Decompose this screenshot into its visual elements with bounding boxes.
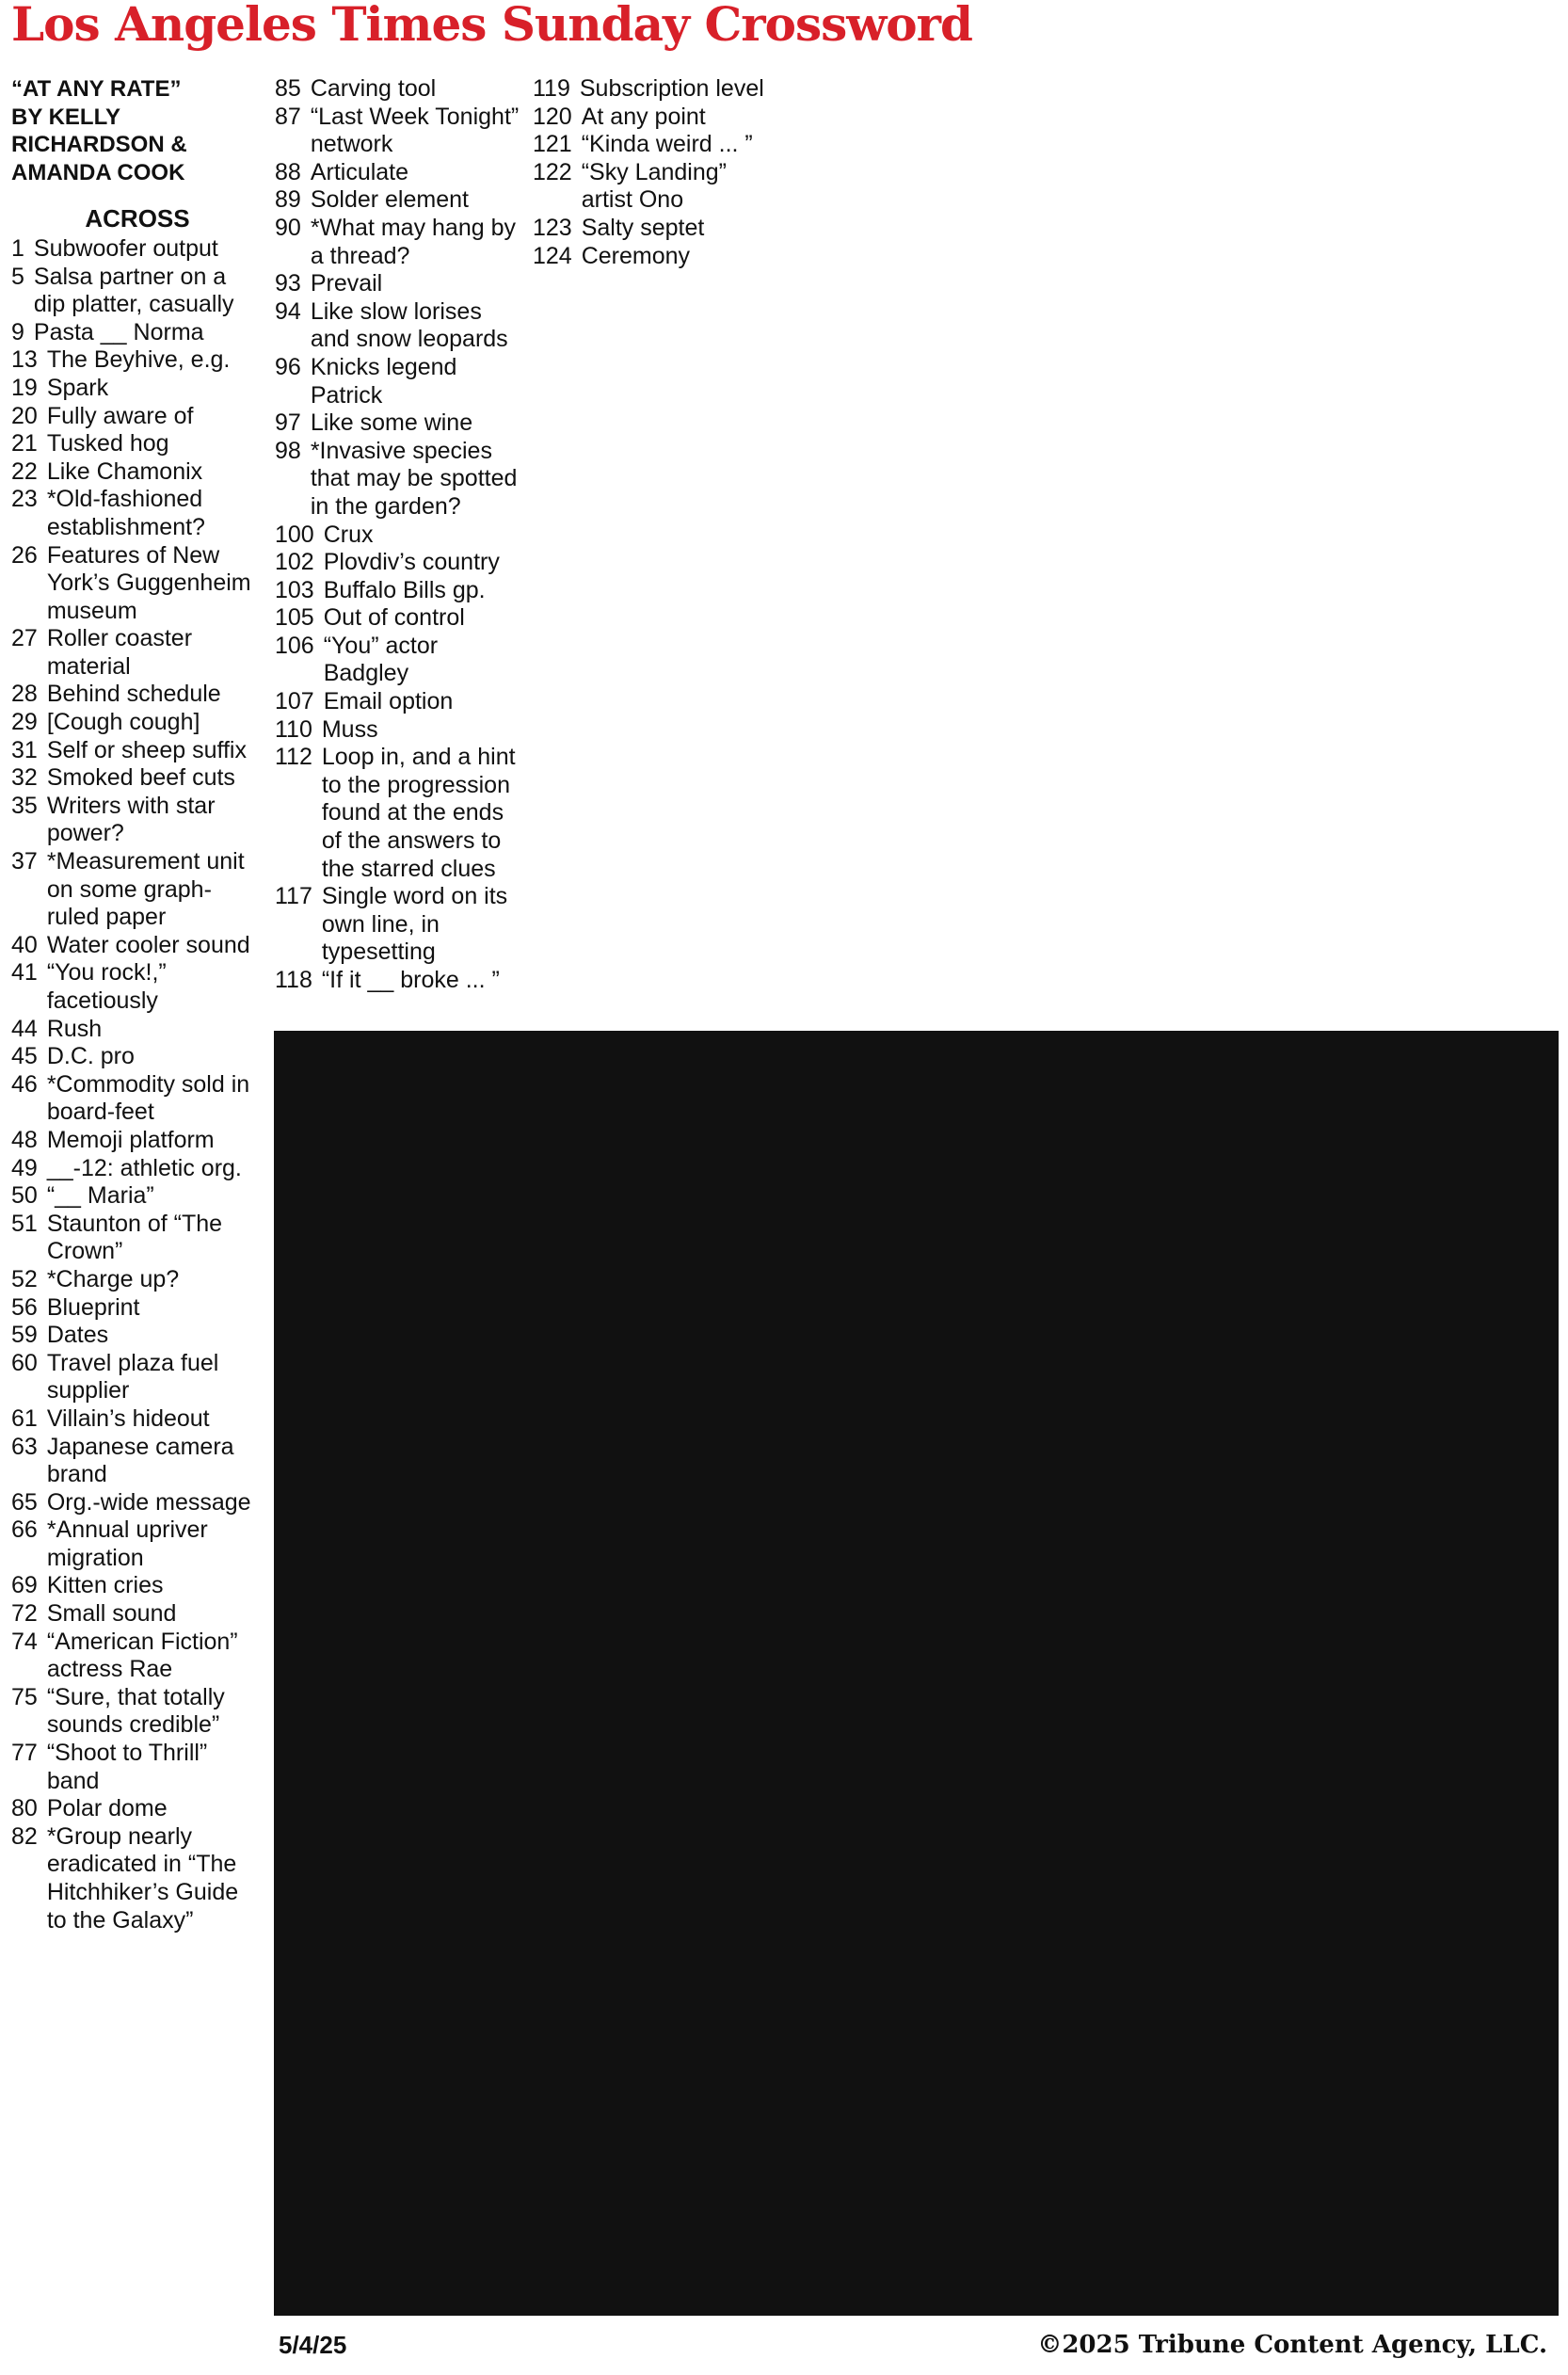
clue-number: 59 xyxy=(11,1322,38,1349)
clue-number: 94 xyxy=(275,297,301,325)
clue-text: Dates xyxy=(46,1322,109,1349)
clue-across-117[interactable] xyxy=(275,883,521,967)
clue-number: 105 xyxy=(275,604,314,632)
clue-number: 5 xyxy=(11,263,24,290)
clue-text: Muss xyxy=(321,715,378,743)
clue-text: __-12: athletic org. xyxy=(46,1154,242,1181)
clue-across-5[interactable] xyxy=(11,264,264,319)
clue-number: 93 xyxy=(275,270,301,297)
clue-across-35[interactable] xyxy=(11,793,264,848)
clue-across-59[interactable] xyxy=(11,1322,264,1350)
clue-number: 32 xyxy=(11,764,38,792)
clue-text: Carving tool xyxy=(310,75,437,102)
clue-number: 29 xyxy=(11,709,38,736)
clue-across-69[interactable] xyxy=(11,1572,264,1600)
clue-number: 75 xyxy=(11,1683,38,1710)
clue-number: 26 xyxy=(11,541,38,569)
clue-across-48[interactable] xyxy=(11,1127,264,1155)
clue-across-110[interactable] xyxy=(275,716,521,745)
clue-number: 21 xyxy=(11,430,38,457)
clue-across-74[interactable] xyxy=(11,1629,264,1684)
clue-number: 35 xyxy=(11,792,38,819)
clue-text: At any point xyxy=(581,103,706,130)
clue-across-44[interactable] xyxy=(11,1016,264,1044)
clue-text: “American Fiction” actress Rae xyxy=(46,1628,238,1683)
clue-number: 96 xyxy=(275,353,301,380)
clue-across-37[interactable] xyxy=(11,848,264,932)
clue-number: 82 xyxy=(11,1822,38,1850)
clue-text: Behind schedule xyxy=(46,681,221,708)
clue-across-60[interactable] xyxy=(11,1350,264,1405)
clue-across-65[interactable] xyxy=(11,1489,264,1517)
clue-number: 102 xyxy=(275,549,314,576)
clue-text: Salsa partner on a dip platter, casually xyxy=(33,263,234,318)
clue-text: The Beyhive, e.g. xyxy=(46,346,231,374)
clue-text: *Group nearly eradicated in “The Hitchhiker’s Guide to the Galaxy” xyxy=(46,1822,239,1934)
clue-text: Knicks legend Patrick xyxy=(310,353,457,409)
clue-across-122[interactable] xyxy=(533,159,779,215)
clue-number: 121 xyxy=(533,131,572,158)
clue-across-51[interactable] xyxy=(11,1211,264,1266)
clue-across-94[interactable] xyxy=(275,298,521,354)
clue-across-9[interactable] xyxy=(11,319,264,347)
clue-number: 90 xyxy=(275,214,301,241)
clue-number: 123 xyxy=(533,214,572,241)
clue-across-49[interactable] xyxy=(11,1155,264,1183)
clue-text: Kitten cries xyxy=(46,1572,164,1599)
clue-across-19[interactable] xyxy=(11,375,264,403)
clue-number: 107 xyxy=(275,688,314,715)
clue-number: 37 xyxy=(11,848,38,875)
across-heading: ACROSS xyxy=(85,204,190,233)
clue-across-52[interactable] xyxy=(11,1266,264,1294)
clue-text: Water cooler sound xyxy=(46,931,250,958)
clue-text: [Cough cough] xyxy=(46,709,200,736)
clue-across-118[interactable] xyxy=(275,967,521,995)
clue-text: Rush xyxy=(46,1015,103,1042)
clue-number: 63 xyxy=(11,1433,38,1460)
clue-across-77[interactable] xyxy=(11,1740,264,1795)
clue-text: Subscription level xyxy=(579,75,764,102)
clue-text: Articulate xyxy=(310,158,409,185)
clue-text: “If it __ broke ... ” xyxy=(321,967,500,993)
clue-number: 41 xyxy=(11,959,38,987)
clue-text: Solder element xyxy=(310,186,469,214)
clue-number: 56 xyxy=(11,1293,38,1321)
clue-text: *Commodity sold in board-feet xyxy=(46,1070,250,1126)
clue-number: 19 xyxy=(11,374,38,401)
clue-text: *Charge up? xyxy=(46,1265,180,1292)
clue-across-46[interactable] xyxy=(11,1071,264,1127)
clue-text: Like slow lorises and snow leopards xyxy=(310,297,508,353)
clue-number: 51 xyxy=(11,1210,38,1237)
clue-across-26[interactable] xyxy=(11,542,264,626)
clue-text: *Annual upriver migration xyxy=(46,1516,208,1571)
clue-text: Buffalo Bills gp. xyxy=(323,576,486,603)
clue-text: Writers with star power? xyxy=(46,792,216,847)
clue-text: “Shoot to Thrill” band xyxy=(46,1740,208,1794)
clue-number: 49 xyxy=(11,1154,38,1181)
clue-text: “You” actor Badgley xyxy=(323,632,439,687)
clue-number: 48 xyxy=(11,1126,38,1153)
clue-text: Org.-wide message xyxy=(46,1488,251,1516)
clue-text: *Invasive species that may be spotted in the garden? xyxy=(310,437,518,520)
clue-across-29[interactable] xyxy=(11,709,264,737)
clue-number: 52 xyxy=(11,1265,38,1292)
clue-number: 69 xyxy=(11,1572,38,1599)
clue-across-119[interactable] xyxy=(533,75,779,104)
clue-text: “You rock!,” facetiously xyxy=(46,959,167,1014)
clue-across-63[interactable] xyxy=(11,1434,264,1489)
clue-number: 119 xyxy=(533,75,570,102)
clue-text: *Measurement unit on some graph-ruled paper xyxy=(46,848,245,931)
clue-across-87[interactable] xyxy=(275,104,521,159)
clue-across-75[interactable] xyxy=(11,1684,264,1740)
clue-number: 124 xyxy=(533,242,572,269)
clue-number: 80 xyxy=(11,1795,38,1822)
clue-number: 77 xyxy=(11,1740,38,1767)
clue-number: 40 xyxy=(11,931,38,958)
clue-number: 112 xyxy=(275,744,312,771)
clue-number: 44 xyxy=(11,1015,38,1042)
clue-text: Memoji platform xyxy=(46,1126,215,1153)
copyright-notice: ©2025 Tribune Content Agency, LLC. xyxy=(1037,2331,1547,2359)
clue-across-103[interactable] xyxy=(275,577,521,605)
clue-text: “Sure, that totally sounds credible” xyxy=(46,1683,225,1739)
puzzle-title: “AT ANY RATE” BY KELLY RICHARDSON & AMANDA COOK xyxy=(11,76,187,185)
clue-text: Tusked hog xyxy=(46,430,169,457)
clue-across-102[interactable] xyxy=(275,549,521,577)
clue-number: 27 xyxy=(11,625,38,652)
clue-text: “Kinda weird ... ” xyxy=(581,131,753,158)
clue-text: “Last Week Tonight” network xyxy=(310,103,520,158)
clue-number: 65 xyxy=(11,1488,38,1516)
clue-text: Like some wine xyxy=(310,409,473,437)
clue-number: 45 xyxy=(11,1043,38,1070)
clue-number: 89 xyxy=(275,186,301,214)
clue-number: 13 xyxy=(11,346,38,374)
clue-number: 120 xyxy=(533,103,572,130)
clue-text: Email option xyxy=(323,688,454,715)
clue-text: Self or sheep suffix xyxy=(46,736,247,763)
clue-across-112[interactable] xyxy=(275,744,521,883)
clue-across-27[interactable] xyxy=(11,625,264,681)
clue-across-90[interactable] xyxy=(275,215,521,270)
clue-text: Loop in, and a hint to the progression found at the ends of the answers to the starred clues xyxy=(321,744,516,882)
clue-number: 28 xyxy=(11,681,38,708)
clue-text: Single word on its own line, in typesetting xyxy=(321,883,508,966)
clue-across-89[interactable] xyxy=(275,186,521,215)
clue-text: Prevail xyxy=(310,270,383,297)
clue-text: Out of control xyxy=(323,604,465,632)
clue-number: 9 xyxy=(11,318,24,345)
clue-text: *What may hang by a thread? xyxy=(310,214,516,269)
clue-across-106[interactable] xyxy=(275,633,521,688)
clue-number: 46 xyxy=(11,1070,38,1098)
clue-text: “Sky Landing” artist Ono xyxy=(581,158,727,214)
clue-text: Staunton of “The Crown” xyxy=(46,1210,223,1265)
clue-across-88[interactable] xyxy=(275,159,521,187)
clue-text: Travel plaza fuel supplier xyxy=(46,1349,219,1404)
clue-across-20[interactable] xyxy=(11,403,264,431)
clue-number: 87 xyxy=(275,103,301,130)
clue-number: 85 xyxy=(275,75,301,102)
clue-text: Spark xyxy=(46,374,109,401)
clue-column-1 xyxy=(11,75,264,1934)
puzzle-date: 5/4/25 xyxy=(279,2331,347,2359)
clue-number: 66 xyxy=(11,1516,38,1544)
clue-across-28[interactable] xyxy=(11,681,264,709)
clue-across-120[interactable] xyxy=(533,104,779,132)
clue-number: 72 xyxy=(11,1600,38,1628)
clue-across-66[interactable] xyxy=(11,1516,264,1572)
clue-across-80[interactable] xyxy=(11,1795,264,1823)
clue-text: Japanese camera brand xyxy=(46,1433,234,1488)
clue-number: 20 xyxy=(11,402,38,429)
clue-across-56[interactable] xyxy=(11,1294,264,1323)
clue-across-23[interactable] xyxy=(11,486,264,541)
clue-across-123[interactable] xyxy=(533,215,779,243)
clue-number: 97 xyxy=(275,409,301,437)
clue-number: 23 xyxy=(11,486,38,513)
clue-across-1[interactable] xyxy=(11,235,264,264)
clue-across-31[interactable] xyxy=(11,737,264,765)
clue-across-98[interactable] xyxy=(275,438,521,522)
clue-across-50[interactable] xyxy=(11,1182,264,1211)
clue-number: 117 xyxy=(275,883,312,910)
clue-text: Ceremony xyxy=(581,242,691,269)
clue-text: Roller coaster material xyxy=(46,625,193,680)
clue-column-2 xyxy=(275,75,521,995)
clue-text: Subwoofer output xyxy=(33,234,218,262)
clue-across-72[interactable] xyxy=(11,1600,264,1629)
clue-text: Features of New York’s Guggenheim museum xyxy=(46,541,251,624)
clue-number: 60 xyxy=(11,1349,38,1376)
clue-text: *Old-fashioned establishment? xyxy=(46,486,205,540)
clue-text: Plovdiv’s country xyxy=(323,549,500,576)
clue-text: Crux xyxy=(323,521,374,548)
clue-number: 22 xyxy=(11,457,38,485)
clue-number: 110 xyxy=(275,715,312,743)
clue-across-21[interactable] xyxy=(11,430,264,458)
clue-across-32[interactable] xyxy=(11,764,264,793)
clue-number: 74 xyxy=(11,1628,38,1655)
clue-text: Like Chamonix xyxy=(46,457,203,485)
clue-across-96[interactable] xyxy=(275,354,521,409)
clue-across-124[interactable] xyxy=(533,243,779,271)
clue-across-105[interactable] xyxy=(275,604,521,633)
clue-across-85[interactable] xyxy=(275,75,521,104)
clue-number: 118 xyxy=(275,967,312,993)
clue-number: 106 xyxy=(275,632,314,659)
clue-across-45[interactable] xyxy=(11,1043,264,1071)
clue-text: D.C. pro xyxy=(46,1043,135,1070)
clue-number: 122 xyxy=(533,158,572,185)
clue-text: Small sound xyxy=(46,1600,177,1628)
crossword-grid xyxy=(274,1031,1559,2316)
clue-number: 50 xyxy=(11,1182,38,1210)
clue-across-100[interactable] xyxy=(275,522,521,550)
clue-text: Smoked beef cuts xyxy=(46,764,235,792)
clue-number: 1 xyxy=(11,234,24,262)
clue-text: Salty septet xyxy=(581,214,705,241)
clue-across-121[interactable] xyxy=(533,131,779,159)
clue-across-22[interactable] xyxy=(11,458,264,487)
clue-text: Pasta __ Norma xyxy=(33,318,204,345)
clue-number: 103 xyxy=(275,576,314,603)
clue-text: Villain’s hideout xyxy=(46,1404,210,1432)
clue-across-41[interactable] xyxy=(11,959,264,1015)
clue-across-13[interactable] xyxy=(11,346,264,375)
clue-text: “__ Maria” xyxy=(46,1182,154,1210)
clue-across-97[interactable] xyxy=(275,409,521,438)
clue-across-61[interactable] xyxy=(11,1405,264,1434)
clue-text: Polar dome xyxy=(46,1795,168,1822)
clue-number: 61 xyxy=(11,1404,38,1432)
clue-number: 31 xyxy=(11,736,38,763)
clue-across-107[interactable] xyxy=(275,688,521,716)
clue-number: 98 xyxy=(275,437,301,464)
clue-across-93[interactable] xyxy=(275,270,521,298)
clue-across-40[interactable] xyxy=(11,932,264,960)
clue-text: Fully aware of xyxy=(46,402,194,429)
clue-number: 88 xyxy=(275,158,301,185)
clue-column-3 xyxy=(533,75,779,270)
clue-across-82[interactable] xyxy=(11,1823,264,1934)
newspaper-title: Los Angeles Times Sunday Crossword xyxy=(11,0,972,52)
clue-number: 100 xyxy=(275,521,314,548)
clue-text: Blueprint xyxy=(46,1293,140,1321)
